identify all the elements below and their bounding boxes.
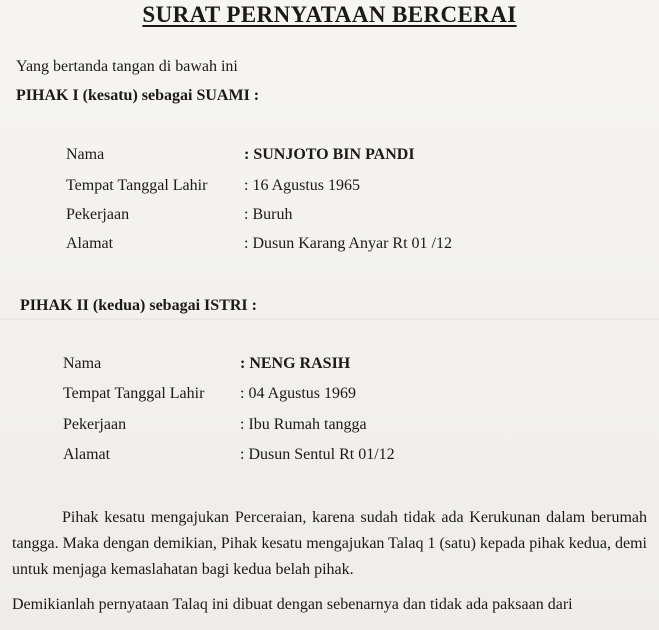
party1-birth-label: Tempat Tanggal Lahir [66, 177, 208, 194]
party1-job-label: Pekerjaan [66, 206, 130, 223]
party1-address-label: Alamat [66, 235, 114, 252]
closing-paragraph: Demikianlah pernyataan Talaq ini dibuat dengan sebenarnya dan tidak ada paksaan dari [12, 596, 573, 613]
party2-heading: PIHAK II (kedua) sebagai ISTRI : [20, 297, 257, 314]
party2-birth-label: Tempat Tanggal Lahir [63, 385, 205, 402]
party1-heading: PIHAK I (kesatu) sebagai SUAMI : [16, 87, 260, 104]
party2-job-label: Pekerjaan [63, 416, 127, 433]
party2-name-label: Nama [63, 355, 102, 372]
party1-job-value: : Buruh [244, 206, 293, 223]
party1-birth-value: : 16 Agustus 1965 [244, 177, 361, 194]
intro-text: Yang bertanda tangan di bawah ini [16, 58, 238, 75]
paper-crease [0, 318, 659, 320]
party2-address-value: : Dusun Sentul Rt 01/12 [240, 446, 395, 463]
party2-name-value: : NENG RASIH [240, 355, 351, 372]
party2-job-value: : Ibu Rumah tangga [240, 416, 367, 433]
party1-name-label: Nama [66, 146, 105, 163]
document-title: SURAT PERNYATAAN BERCERAI [142, 2, 517, 27]
party2-address-label: Alamat [63, 446, 111, 463]
party1-address-value: : Dusun Karang Anyar Rt 01 /12 [244, 235, 452, 252]
party2-birth-value: : 04 Agustus 1969 [240, 385, 357, 402]
party1-name-value: : SUNJOTO BIN PANDI [244, 146, 415, 163]
statement-paragraph: Pihak kesatu mengajukan Perceraian, karena sudah tidak ada Kerukunan dalam berumah tangga. Maka dengan demikian, Pihak kesatu mengajukan Talaq 1 (satu) kepada pihak kedua, demi untuk menjaga kemaslahatan bagi kedua belah pihak. [12, 509, 647, 578]
